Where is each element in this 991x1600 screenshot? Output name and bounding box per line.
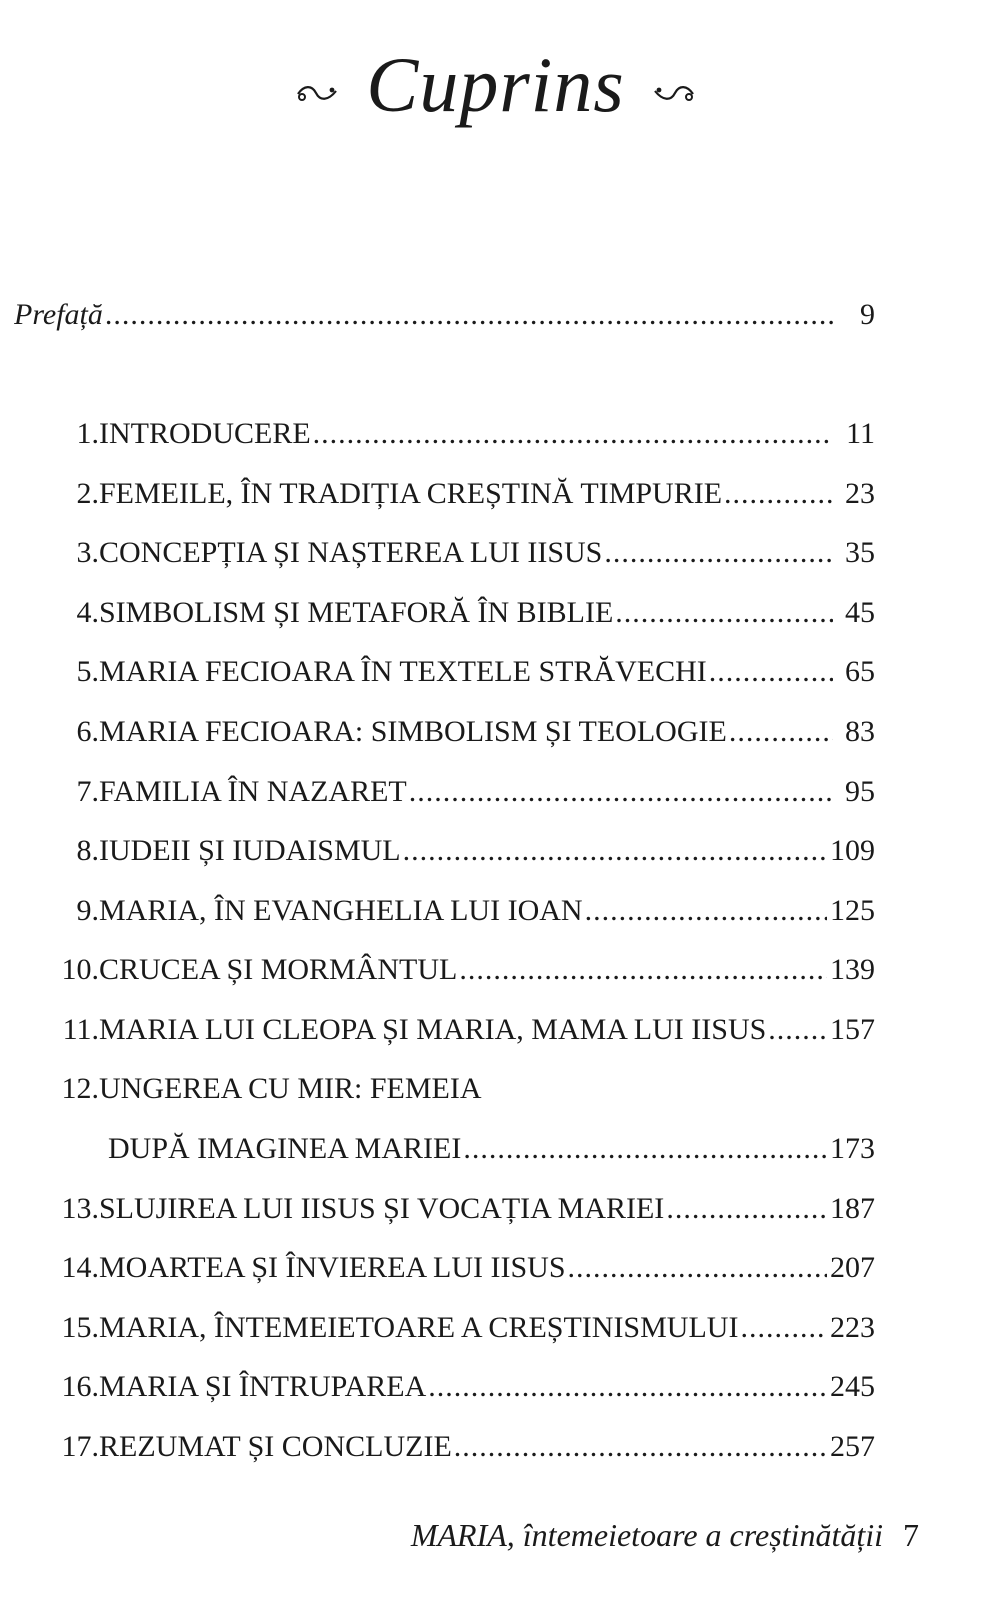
toc-entry-title: MARIA, ÎN EVANGHELIA LUI IOAN xyxy=(99,894,583,927)
toc-entry-line xyxy=(99,1189,827,1229)
toc-entry-page: 35 xyxy=(845,536,875,569)
toc-preface-page: 9 xyxy=(860,298,875,331)
leader-dots xyxy=(568,1248,827,1288)
page-title: Cuprins xyxy=(366,41,625,128)
toc-entry-number: 5. xyxy=(76,655,99,688)
toc-preface-label: Prefață xyxy=(14,298,103,331)
toc-entry-page: 125 xyxy=(830,894,875,927)
toc-entry-title: SIMBOLISM ȘI METAFORĂ ÎN BIBLIE xyxy=(99,596,614,629)
toc-entry-page: 187 xyxy=(830,1192,875,1225)
toc-entry-16[interactable] xyxy=(0,1367,991,1407)
toc-entry-number: 8. xyxy=(76,834,99,867)
toc-entry-page: 83 xyxy=(845,715,875,748)
toc-entry-line xyxy=(99,1248,827,1288)
toc-entry-9[interactable] xyxy=(0,891,991,931)
toc-entry-number: 7. xyxy=(76,775,99,808)
toc-entry-title-continued: DUPĂ IMAGINEA MARIEI xyxy=(108,1132,462,1165)
toc-entry-title: CONCEPȚIA ȘI NAȘTEREA LUI IISUS xyxy=(99,536,603,569)
page-number: 7 xyxy=(903,1517,919,1553)
toc-entry-title: FEMEILE, ÎN TRADIȚIA CREȘTINĂ TIMPURIE xyxy=(99,477,723,510)
toc-entry-4[interactable] xyxy=(0,593,991,633)
toc-entry-line xyxy=(99,593,833,633)
toc-entry-1[interactable] xyxy=(0,414,991,454)
toc-entry-6[interactable] xyxy=(0,712,991,752)
leader-dots xyxy=(459,950,827,990)
toc-entry-12-continued[interactable] xyxy=(0,1129,991,1169)
right-flourish-icon xyxy=(651,81,697,107)
toc-entry-number: 16. xyxy=(61,1370,99,1403)
toc-entry-page: 257 xyxy=(830,1430,875,1463)
toc-entry-line xyxy=(99,1308,827,1348)
toc-entry-17[interactable] xyxy=(0,1427,991,1467)
toc-entry-12[interactable] xyxy=(0,1069,991,1109)
toc-preface-entry xyxy=(14,295,833,335)
leader-dots xyxy=(615,593,833,633)
toc-entry-8[interactable] xyxy=(0,831,991,871)
toc-entry-number: 15. xyxy=(61,1311,99,1344)
toc-entry-page: 173 xyxy=(830,1132,875,1165)
toc-entry-line xyxy=(99,891,827,931)
toc-entry-page: 65 xyxy=(845,655,875,688)
toc-entry-number: 2. xyxy=(76,477,99,510)
toc-entry-line xyxy=(99,652,833,692)
leader-dots xyxy=(666,1189,827,1229)
page-footer xyxy=(411,1515,919,1555)
leader-dots xyxy=(454,1427,827,1467)
toc-entry-number: 6. xyxy=(76,715,99,748)
left-flourish-icon xyxy=(294,81,340,107)
leader-dots xyxy=(585,891,827,931)
toc-entry-page: 245 xyxy=(830,1370,875,1403)
toc-entry-number: 1. xyxy=(76,417,99,450)
toc-entry-page: 139 xyxy=(830,953,875,986)
leader-dots xyxy=(604,533,833,573)
toc-entry-2[interactable] xyxy=(0,474,991,514)
toc-entry-title: MARIA LUI CLEOPA ȘI MARIA, MAMA LUI IISUS xyxy=(99,1013,767,1046)
toc-entry-line xyxy=(99,950,827,990)
toc-entry-line xyxy=(99,712,833,752)
toc-entry-number: 13. xyxy=(61,1192,99,1225)
running-footer-title: MARIA, întemeietoare a creștinătății xyxy=(410,1517,883,1553)
toc-preface[interactable] xyxy=(0,295,991,335)
toc-entry-title: IUDEII ȘI IUDAISMUL xyxy=(99,834,401,867)
leader-dots xyxy=(428,1367,827,1407)
toc-entry-title: MOARTEA ȘI ÎNVIEREA LUI IISUS xyxy=(99,1251,566,1284)
toc-entry-line xyxy=(99,414,833,454)
toc-entry-10[interactable] xyxy=(0,950,991,990)
toc-entry-line xyxy=(108,1129,827,1169)
toc-entry-number: 17. xyxy=(61,1430,99,1463)
toc-entry-title: FAMILIA ÎN NAZARET xyxy=(99,775,407,808)
toc-entry-line xyxy=(99,1427,827,1467)
leader-dots xyxy=(409,772,833,812)
toc-entry-line xyxy=(99,831,827,871)
toc-entry-13[interactable] xyxy=(0,1189,991,1229)
toc-entry-number: 10. xyxy=(61,953,99,986)
toc-entry-14[interactable] xyxy=(0,1248,991,1288)
toc-entry-5[interactable] xyxy=(0,652,991,692)
toc-entry-page: 223 xyxy=(830,1311,875,1344)
toc-entry-title: MARIA ȘI ÎNTRUPAREA xyxy=(99,1370,427,1403)
toc-entry-15[interactable] xyxy=(0,1308,991,1348)
leader-dots xyxy=(105,295,833,335)
toc-entry-page: 109 xyxy=(830,834,875,867)
toc-entry-number: 12. xyxy=(61,1072,99,1105)
toc-entry-title: MARIA FECIOARA: SIMBOLISM ȘI TEOLOGIE xyxy=(99,715,727,748)
page-header xyxy=(0,40,991,130)
toc-entry-line xyxy=(99,772,833,812)
leader-dots xyxy=(313,414,833,454)
toc-entry-line xyxy=(99,533,833,573)
toc-entry-line xyxy=(99,1367,827,1407)
toc-entry-page: 157 xyxy=(830,1013,875,1046)
toc-entry-title: UNGEREA CU MIR: FEMEIA xyxy=(99,1072,482,1105)
toc-entry-number: 4. xyxy=(76,596,99,629)
toc-entry-title: SLUJIREA LUI IISUS ȘI VOCAȚIA MARIEI xyxy=(99,1192,665,1225)
toc-entry-title: CRUCEA ȘI MORMÂNTUL xyxy=(99,953,458,986)
toc-entry-line xyxy=(99,474,833,514)
toc-entry-page: 207 xyxy=(830,1251,875,1284)
toc-entry-7[interactable] xyxy=(0,772,991,812)
toc-entry-title: MARIA, ÎNTEMEIETOARE A CREȘTINISMULUI xyxy=(99,1311,739,1344)
toc-entry-title: REZUMAT ȘI CONCLUZIE xyxy=(99,1430,452,1463)
leader-dots xyxy=(463,1129,827,1169)
toc-entry-page: 11 xyxy=(846,417,875,450)
toc-entry-page: 95 xyxy=(845,775,875,808)
toc-entry-3[interactable] xyxy=(0,533,991,573)
leader-dots xyxy=(403,831,827,871)
toc-entry-number: 14. xyxy=(61,1251,99,1284)
toc-entry-title: INTRODUCERE xyxy=(99,417,311,450)
toc-entry-11[interactable] xyxy=(0,1010,991,1050)
toc-entry-line xyxy=(99,1010,827,1050)
toc-entry-number: 3. xyxy=(76,536,99,569)
toc-entry-number: 11. xyxy=(62,1013,99,1046)
toc-entry-title: MARIA FECIOARA ÎN TEXTELE STRĂVECHI xyxy=(99,655,707,688)
toc-entry-number: 9. xyxy=(76,894,99,927)
toc-entry-page: 45 xyxy=(845,596,875,629)
toc-entry-page: 23 xyxy=(845,477,875,510)
